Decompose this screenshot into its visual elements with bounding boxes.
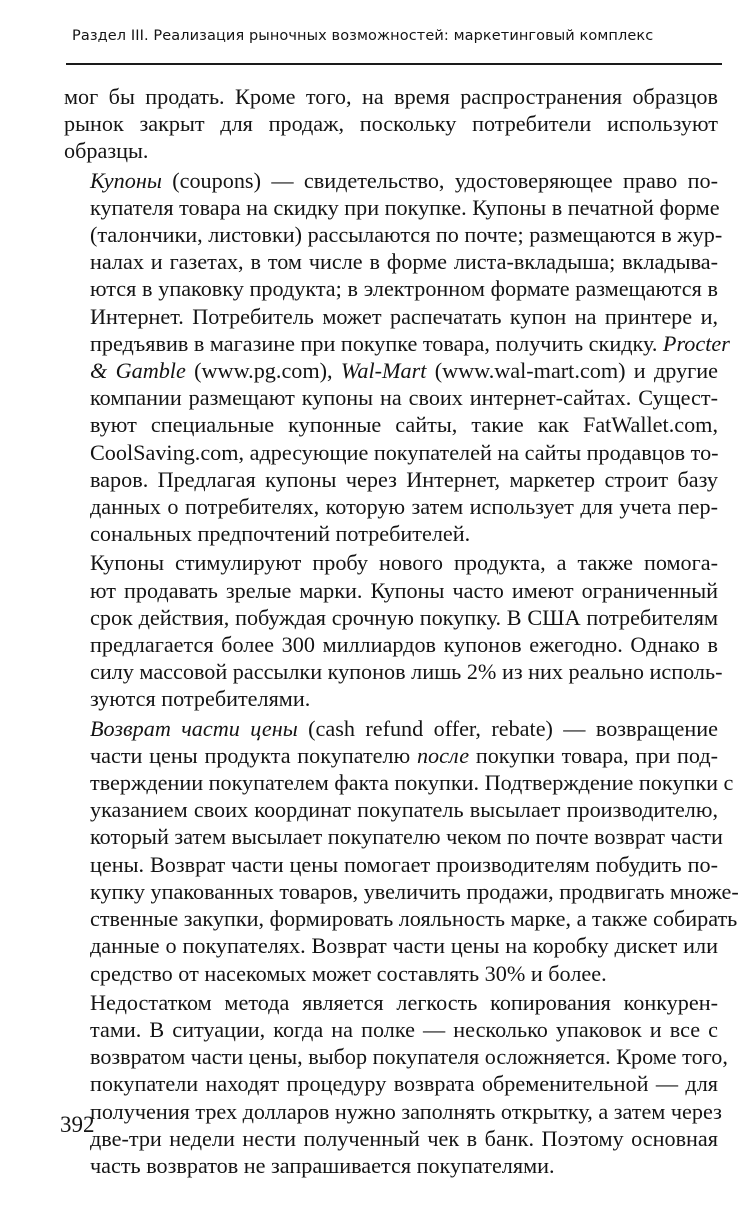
- text-line: средство от насекомых может составлять 30% и более.: [90, 960, 607, 986]
- text-line: вуют специальные купонные сайты, такие как FatWallet.com,: [90, 412, 718, 438]
- text-line: рынок закрыт для продаж, поскольку потребители используют: [64, 111, 718, 137]
- company-name: Wal-Mart: [340, 358, 427, 384]
- text-line: цены. Возврат части цены помогает производителям побудить по-: [90, 851, 718, 877]
- text-line: Купоны (coupons) — свидетельство, удостоверяющее право по-: [90, 167, 718, 193]
- text-line: зуются потребителями.: [90, 686, 311, 712]
- text-line: тами. В ситуации, когда на полке — несколько упаковок и все с: [90, 1016, 718, 1042]
- text-line: & Gamble (www.pg.com), Wal-Mart (www.wal-mart.com) и другие: [90, 358, 718, 384]
- running-header: Раздел III. Реализация рыночных возможностей: маркетинговый комплекс: [72, 28, 654, 44]
- text-line: CoolSaving.com, адресующие покупателей на сайты продавцов то-: [90, 439, 719, 465]
- paragraph-coupon-effects: [64, 549, 723, 712]
- text-line: варов. Предлагая купоны через Интернет, маркетер строит базу: [90, 466, 718, 492]
- text-line: купку упакованных товаров, увеличить продажи, продвигать множе-: [90, 878, 739, 904]
- text-line: предъявив в магазине при покупке товара, получить скидку. Procter: [90, 330, 730, 356]
- text-line: часть возвратов не запрашивается покупателями.: [90, 1152, 555, 1178]
- text-line: срок действия, побуждая срочную покупку. В США потребителям: [90, 604, 718, 630]
- text-line: (талончики, листовки) рассылаются по почте; размещаются в жур-: [90, 222, 723, 248]
- text-line: ются в упаковку продукта; в электронном формате размещаются в: [90, 276, 718, 302]
- text-line: данные о покупателях. Возврат части цены на коробку дискет или: [90, 933, 718, 959]
- text-line: данных о потребителях, которую затем использует для учета пер-: [90, 494, 718, 520]
- text-line: Купоны стимулируют пробу нового продукта, а также помога-: [90, 550, 718, 576]
- text-line: указанием своих координат покупатель высылает производителю,: [90, 797, 718, 823]
- text-line: покупатели находят процедуру возврата обременительной — для: [90, 1071, 718, 1097]
- paragraph-coupons: [64, 167, 730, 548]
- term-coupons: Купоны: [90, 167, 162, 193]
- text-line: купателя товара на скидку при покупке. Купоны в печатной форме: [90, 194, 720, 220]
- paragraph-rebate: [64, 715, 739, 987]
- body-text: [64, 83, 739, 1181]
- text-line: мог бы продать. Кроме того, на время распространения образцов: [64, 84, 718, 109]
- text-line: возвратом части цены, выбор покупателя осложняется. Кроме того,: [90, 1044, 728, 1070]
- text-line: сональных предпочтений потребителей.: [90, 521, 471, 547]
- text-line: ют продавать зрелые марки. Купоны часто имеют ограниченный: [90, 577, 718, 603]
- text-line: две-три недели нести полученный чек в банк. Поэтому основная: [90, 1125, 718, 1151]
- text-line: получения трех долларов нужно заполнять открытку, а затем через: [90, 1098, 722, 1124]
- text-line: Возврат части цены (cash refund offer, rebate) — возвращение: [90, 715, 718, 741]
- text-line: Недостатком метода является легкость копирования конкурен-: [90, 989, 718, 1015]
- company-name: Procter: [662, 330, 730, 356]
- text-line: части цены продукта покупателю после покупки товара, при под-: [90, 742, 719, 768]
- company-name: & Gamble: [90, 358, 186, 384]
- text-line: тверждении покупателем факта покупки. Подтверждение покупки с: [90, 770, 734, 796]
- text-line: налах и газетах, в том числе в форме листа-вкладыша; вкладыва-: [90, 249, 718, 275]
- paragraph-continued: [64, 83, 718, 165]
- text-line: компании размещают купоны на своих интернет-сайтах. Сущест-: [90, 385, 718, 411]
- paragraph-drawbacks: [64, 989, 728, 1179]
- text-line: предлагается более 300 миллиардов купонов ежегодно. Однако в: [90, 632, 718, 658]
- text-line: силу массовой рассылки купонов лишь 2% из них реально исполь-: [90, 659, 723, 685]
- text-line: ственные закупки, формировать лояльность марке, а также собирать: [90, 906, 738, 932]
- emphasis-after: после: [416, 742, 470, 768]
- text-line: Интернет. Потребитель может распечатать купон на принтере и,: [90, 303, 718, 329]
- term-rebate: Возврат части цены: [90, 715, 298, 741]
- text-line: который затем высылает покупателю чеком по почте возврат части: [90, 824, 723, 850]
- header-divider: [66, 63, 722, 65]
- page-number: 392: [60, 1112, 95, 1137]
- text-line: образцы.: [64, 138, 149, 164]
